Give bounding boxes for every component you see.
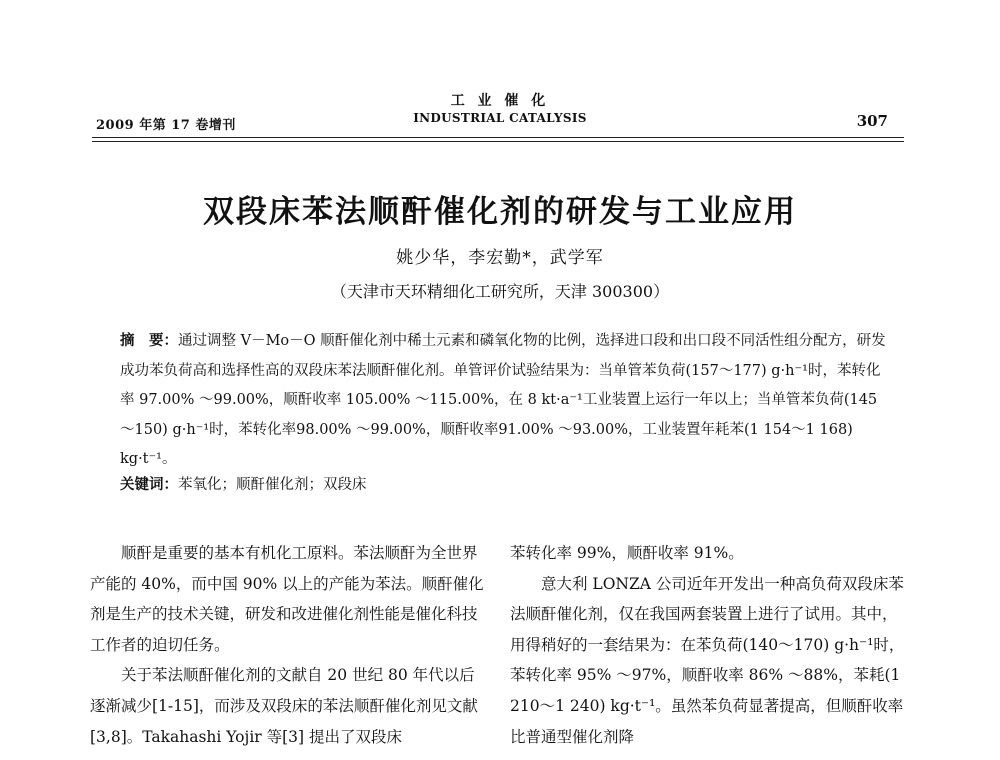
body-paragraph: 意大利 LONZA 公司近年开发出一种高负荷双段床苯法顺酐催化剂，仅在我国两套装置上进行了试用。其中，用得稍好的一套结果为：在苯负荷(140～170) g·h⁻¹时，苯转化率 95% ～97%，顺酐收率 86% ～88%，苯耗(1 210～1 240) kg·t⁻¹。虽然苯负荷显著提高，但顺酐收率比普通型催化剂降 [510, 574, 905, 746]
page-number: 307 [856, 112, 888, 130]
body-right-column [510, 538, 910, 752]
abstract [120, 326, 890, 475]
body-paragraph: 苯转化率 99%，顺酐收率 91%。 [510, 544, 744, 562]
abstract-label: 摘 要： [120, 332, 178, 349]
keywords [120, 473, 890, 494]
journal-header [300, 92, 700, 126]
journal-name-cn: 工 业 催 化 [450, 93, 550, 109]
body-left-column [90, 538, 490, 752]
abstract-text: 通过调整 V－Mo－O 顺酐催化剂中稀土元素和磷氧化物的比例，选择进口段和出口段不同活性组分配方，研发成功苯负荷高和选择性高的双段床苯法顺酐催化剂。单管评价试验结果为：当单管苯负荷(157～177) g·h⁻¹时，苯转化率 97.00% ～99.00%，顺酐收率 105.00% ～115.00%，在 8 kt·a⁻¹工业装置上运行一年以上；当单管苯负荷(145～150) g·h⁻¹时，苯转化率98.00% ～99.00%，顺酐收率91.00% ～93.00%，工业装置年耗苯(1 154～1 168) kg·t⁻¹。 [120, 333, 886, 467]
keywords-label: 关键词： [120, 476, 178, 493]
article-title: 双段床苯法顺酐催化剂的研发与工业应用 [203, 194, 797, 230]
header-rule-top [92, 137, 904, 138]
journal-name-en: INDUSTRIAL CATALYSIS [413, 111, 587, 125]
article-authors: 姚少华，李宏勤*，武学军 [396, 248, 604, 268]
body-paragraph: 关于苯法顺酐催化剂的文献自 20 世纪 80 年代以后逐渐减少[1-15]，而涉及双段床的苯法顺酐催化剂见文献[3,8]。Takahashi Yojir 等[3] 提出了双段床 [90, 666, 478, 746]
header-rule-bottom [92, 141, 904, 142]
article-affiliation: （天津市天环精细化工研究所，天津 300300） [330, 282, 670, 301]
keywords-text: 苯氧化；顺酐催化剂；双段床 [178, 477, 367, 493]
body-paragraph: 顺酐是重要的基本有机化工原料。苯法顺酐为全世界产能的 40%，而中国 90% 以上的产能为苯法。顺酐催化剂是生产的技术关键，研发和改进催化剂性能是催化科技工作者的迫切任务。 [90, 544, 484, 654]
journal-issue: 2009 年第 17 卷增刊 [96, 118, 236, 133]
